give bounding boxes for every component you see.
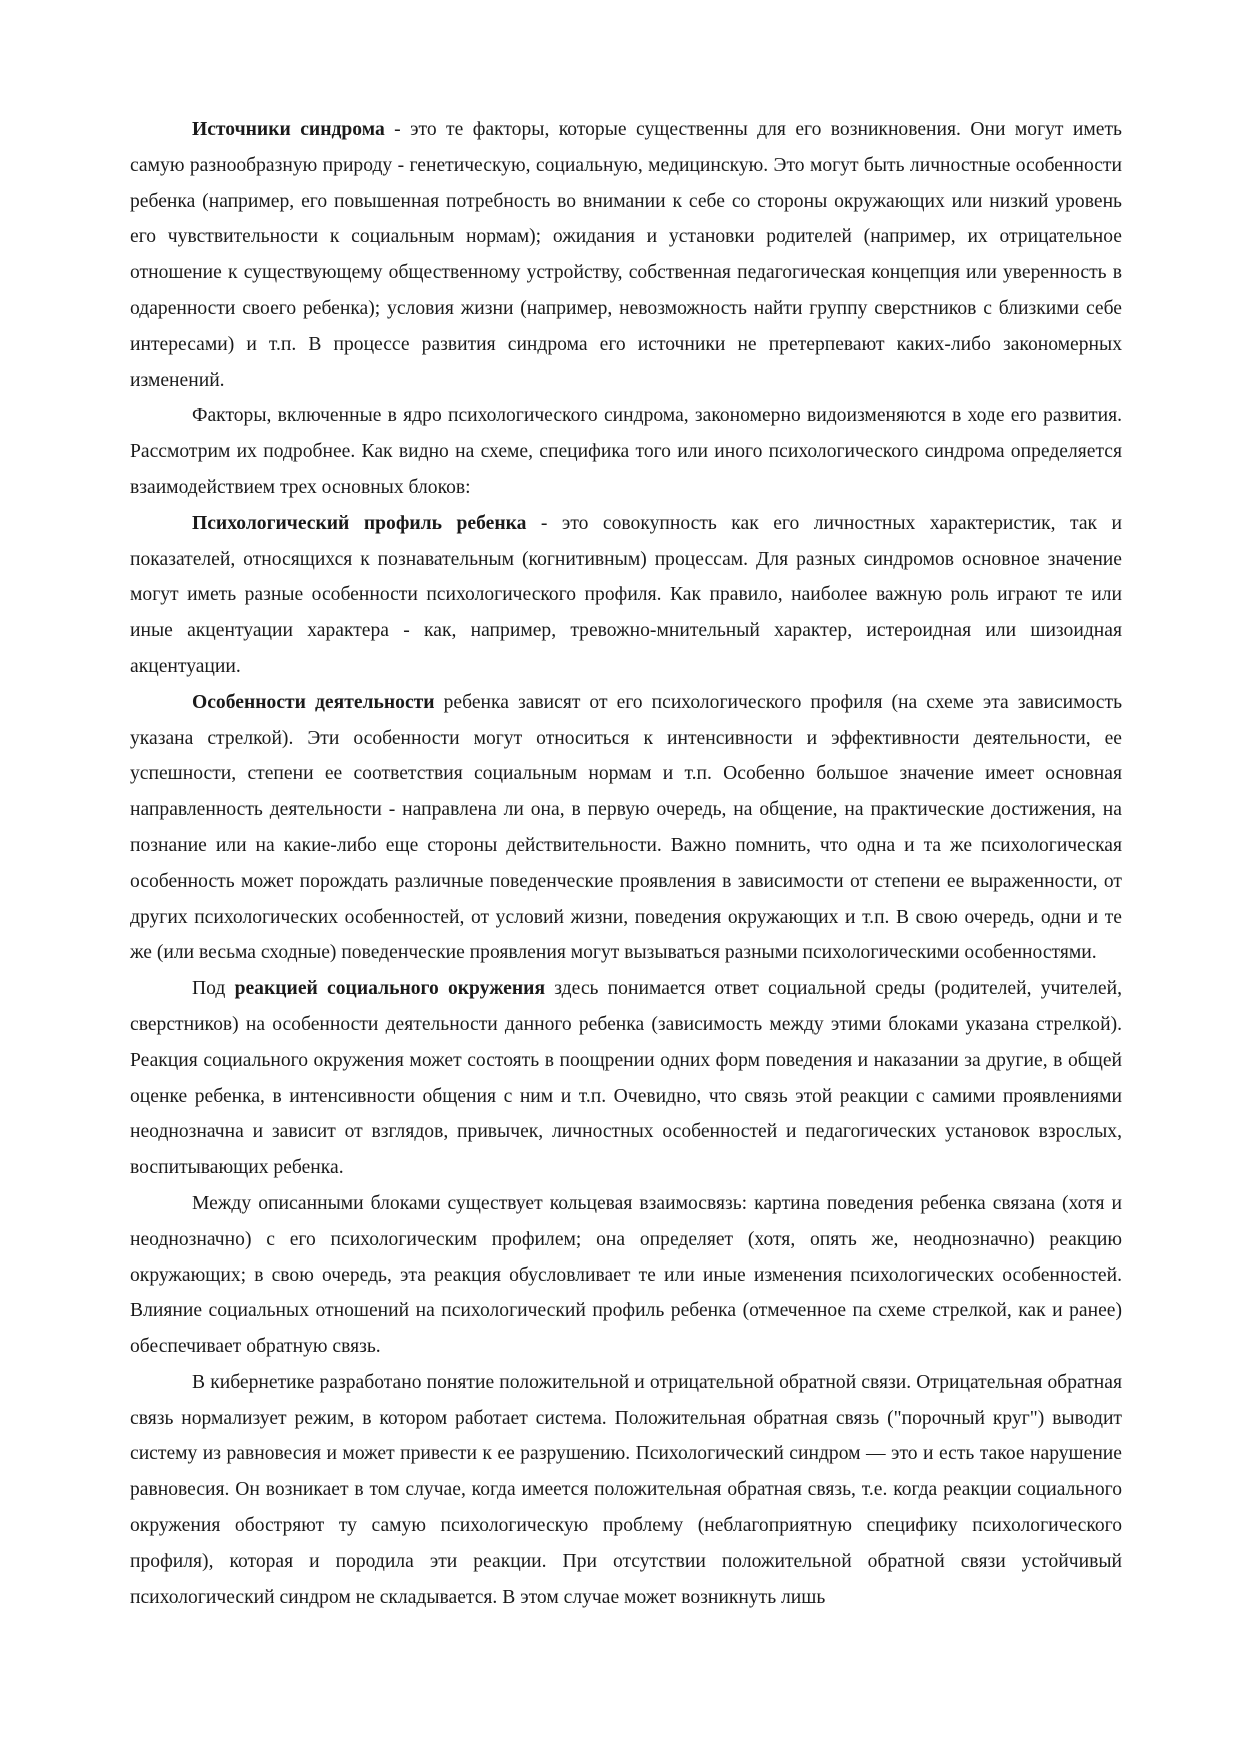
paragraph-text: здесь понимается ответ социальной среды (родителей, учителей, сверстников) на особенности деятельности данного ребенка (зависимость между этими блоками указана стрелкой). Реакция социального окружения может состоять в поощрении одних форм поведения и наказании за другие, в общей оценке ребенка, в интенсивности общения с ним и т.п. Очевидно, что связь этой реакции с самими проявлениями неоднозначна и зависит от взглядов, привычек, личностных особенностей и педагогических установок взрослых, воспитывающих ребенка. [130, 978, 1122, 1179]
paragraph-text: - это совокупность как его личностных характеристик, так и показателей, относящихся к познавательным (когнитивным) процессам. Для разных синдромов основное значение могут иметь разные особенности психологического профиля. Как правило, наиболее важную роль играют те или иные акцентуации характера - как, например, тревожно-мнительный характер, истероидная или шизоидная акцентуации. [130, 512, 1123, 677]
paragraph-activity-features [130, 685, 1122, 971]
paragraph-text: Между описанными блоками существует кольцевая взаимосвязь: картина поведения ребенка связана (хотя и неоднозначно) с его психологическим профилем; она определяет (хотя, опять же, неоднозначно) реакцию окружающих; в свою очередь, эта реакция обусловливает те или иные изменения психологических особенностей. Влияние социальных отношений на психологический профиль ребенка (отмеченное па схеме стрелкой, как и ранее) обеспечивает обратную связь. [130, 1192, 1122, 1358]
paragraph-text: - это те факторы, которые существенны для его возникновения. Они могут иметь самую разнообразную природу - генетическую, социальную, медицинскую. Это могут быть личностные особенности ребенка (например, его повышенная потребность во внимании к себе со стороны окружающих или низкий уровень его чувствительности к социальным нормам); ожидания и установки родителей (например, их отрицательное отношение к существующему общественному устройству, собственная педагогическая концепция или уверенность в одаренности своего ребенка); условия жизни (например, невозможность найти группу сверстников с близкими себе интересами) и т.п. В процессе развития синдрома его источники не претерпевают каких-либо закономерных изменений. [130, 119, 1122, 391]
document-body [130, 112, 1122, 1615]
term-activity-features: Особенности деятельности [192, 691, 435, 713]
paragraph-text: Факторы, включенные в ядро психологического синдрома, закономерно видоизменяются в ходе его развития. Рассмотрим их подробнее. Как видно на схеме, специфика того или иного психологического синдрома определяется взаимодействием трех основных блоков: [130, 405, 1122, 498]
paragraph-text: ребенка зависят от его психологического профиля (на схеме эта зависимость указана стрелкой). Эти особенности могут относиться к интенсивности и эффективности деятельности, ее успешности, степени ее соответствия социальным нормам и т.п. Особенно большое значение имеет основная направленность деятельности - направлена ли она, в первую очередь, на общение, на практические достижения, на познание или на какие-либо еще стороны действительности. Важно помнить, что одна и та же психологическая особенность может порождать различные поведенческие проявления в зависимости от степени ее выраженности, от других психологических особенностей, от условий жизни, поведения окружающих и т.п. В свою очередь, одни и те же (или весьма сходные) поведенческие проявления могут вызываться разными психологическими особенностями. [130, 691, 1123, 964]
paragraph-text: В кибернетике разработано понятие положительной и отрицательной обратной связи. Отрицательная обратная связь нормализует режим, в котором работает система. Положительная обратная связь ("порочный круг") выводит систему из равновесия и может привести к ее разрушению. Психологический синдром — это и есть такое нарушение равновесия. Он возникает в том случае, когда имеется положительная обратная связь, т.е. когда реакции социального окружения обостряют ту самую психологическую проблему (неблагоприятную специфику психологического профиля), которая и породила эти реакции. При отсутствии положительной обратной связи устойчивый психологический синдром не складывается. В этом случае может возникнуть лишь [130, 1371, 1122, 1608]
paragraph-psychological-profile [130, 506, 1122, 685]
paragraph-ring-connection [130, 1186, 1122, 1365]
paragraph-social-reaction [130, 971, 1122, 1186]
term-social-reaction: реакцией социального окружения [234, 978, 546, 1000]
term-psychological-profile: Психологический профиль ребенка [192, 512, 527, 534]
term-sources-of-syndrome: Источники синдрома [192, 119, 385, 140]
paragraph-lead: Под [192, 978, 235, 1000]
paragraph-cybernetics [130, 1365, 1122, 1616]
paragraph-core-factors [130, 398, 1122, 505]
paragraph-sources [130, 112, 1122, 398]
